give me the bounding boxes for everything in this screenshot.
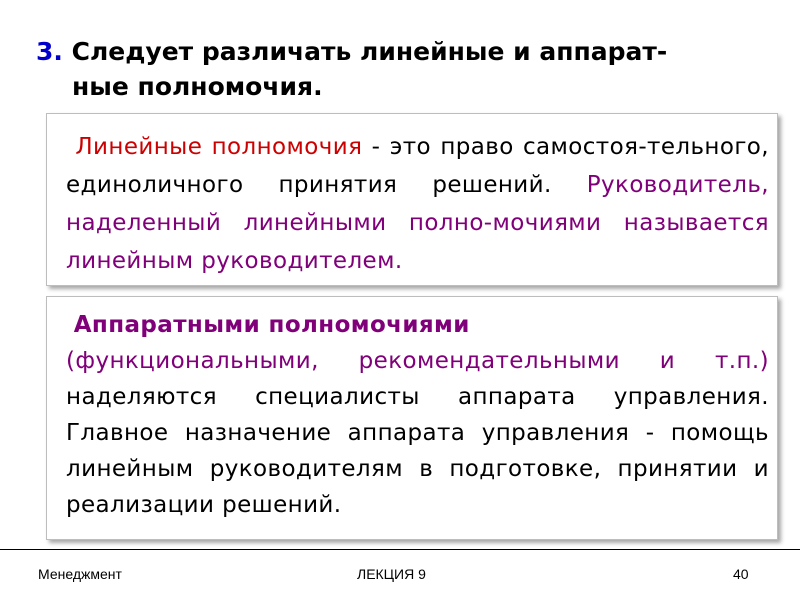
heading-line-2: ные полномочия. bbox=[72, 72, 323, 101]
heading-line-1 bbox=[36, 34, 756, 69]
heading-text-1: Следует различать линейные и аппарат- bbox=[71, 37, 668, 66]
staff-authority-qualifier: (функциональными, рекомендательными и т.п.) bbox=[66, 348, 769, 374]
staff-authority-box bbox=[46, 296, 778, 540]
staff-authority-term: Аппаратными полномочиями bbox=[73, 312, 470, 338]
heading-number: 3. bbox=[36, 37, 63, 66]
footer-divider bbox=[0, 549, 800, 550]
slide-heading bbox=[36, 34, 756, 104]
linear-manager-note: Руководитель, наделенный линейными полно-мочиями называется линейным руководителем. bbox=[66, 172, 769, 274]
staff-authority-paragraph bbox=[66, 307, 769, 523]
footer-page-number: 40 bbox=[733, 566, 749, 582]
linear-authority-paragraph bbox=[66, 128, 769, 280]
footer-course: Менеджмент bbox=[38, 566, 122, 582]
linear-authority-definition: - это право самостоя-тельного, единоличного принятия решений. bbox=[66, 134, 769, 198]
staff-authority-text: наделяются специалисты аппарата управления. Главное назначение аппарата управления - помощь линейным руководителям в подготовке, принятии и реализации решений. bbox=[66, 384, 769, 518]
linear-authority-box bbox=[46, 113, 778, 286]
linear-authority-term: Линейные полномочия bbox=[75, 134, 363, 160]
footer-lecture: ЛЕКЦИЯ 9 bbox=[357, 566, 426, 582]
